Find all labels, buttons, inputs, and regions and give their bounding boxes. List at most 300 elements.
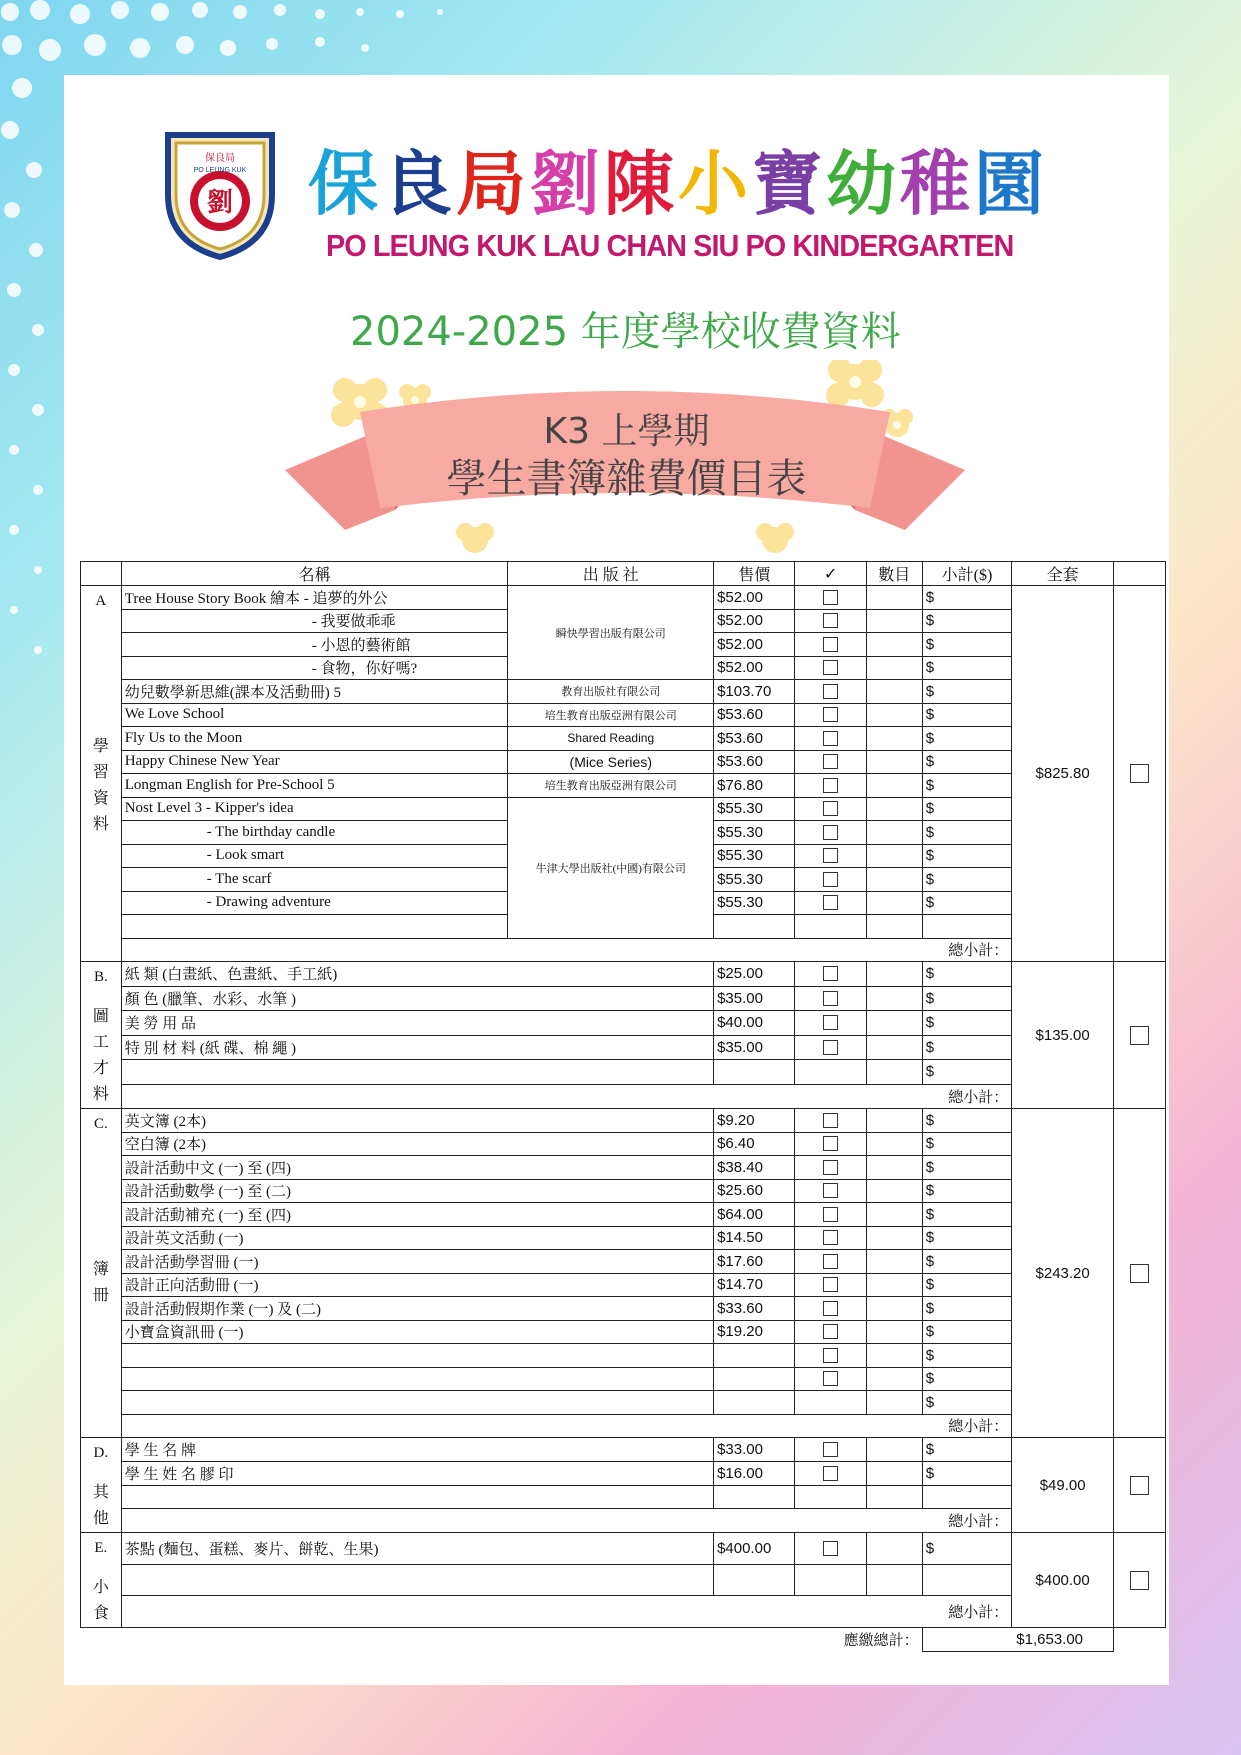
header-qty: 數目 [866,562,922,586]
item-price: $52.00 [714,656,795,680]
tick-cell [795,844,866,868]
item-price: $25.00 [714,962,795,987]
section-e [81,1533,1166,1628]
item-price: $14.70 [714,1273,795,1297]
item-name: 設計正向活動冊 (一) [121,1273,713,1297]
checkbox[interactable] [823,1442,838,1457]
publisher-cell [508,586,714,680]
item-name: 顏 色 (臘筆、水彩、水筆 ) [121,986,713,1011]
tick-cell [795,797,866,821]
qty-cell[interactable] [866,1132,922,1156]
section-name: 圖 工 才 料 [92,1008,109,1103]
tick-cell [795,1011,866,1036]
item-price: $17.60 [714,1250,795,1274]
tick-cell [795,1391,866,1415]
set-checkbox[interactable] [1130,1026,1149,1045]
subtotal-cell: $ [922,1132,1012,1156]
checkbox[interactable] [823,1466,838,1481]
qty-cell[interactable] [866,1226,922,1250]
subtotal-cell: $ [922,1273,1012,1297]
publisher-name: 牛津大學出版社(中國)有限公司 [535,862,686,875]
item-price: $52.00 [714,633,795,657]
checkbox[interactable] [823,991,838,1006]
header-price: 售價 [714,562,795,586]
publisher-name: 瞬快學習出版有限公司 [555,627,666,640]
qty-cell[interactable] [866,1156,922,1180]
tick-cell [795,1250,866,1274]
section-name: 其 他 [92,1484,109,1527]
qty-cell[interactable] [866,891,922,915]
subtotal-cell: $ [922,586,1012,610]
item-price: $55.30 [714,891,795,915]
tick-cell [795,1320,866,1344]
qty-cell[interactable] [866,821,922,845]
item-name: - Drawing adventure [121,891,508,915]
qty-cell[interactable] [866,703,922,727]
table-row [81,680,1166,704]
item-name: Fly Us to the Moon [121,727,508,751]
qty-cell[interactable] [866,680,922,704]
fee-table [80,561,1166,1652]
subtotal-cell: $ [922,962,1012,987]
table-row [81,1179,1166,1203]
tick-cell [795,1109,866,1133]
tick-cell [795,609,866,633]
qty-cell[interactable] [866,868,922,892]
table-row [81,1226,1166,1250]
qty-cell[interactable] [866,727,922,751]
tick-cell [795,1367,866,1391]
qty-cell[interactable] [866,1438,922,1462]
header-blank [81,562,122,586]
tick-cell [795,586,866,610]
publisher-name: 培生教育出版亞洲有限公司 [544,780,677,793]
qty-cell[interactable] [866,986,922,1011]
title-char: 園 [974,142,1048,225]
title-char: 寶 [752,142,826,225]
subtotal-cell: $ [922,1533,1012,1565]
item-price [714,915,795,939]
checkbox[interactable] [823,895,838,910]
table-row [81,1461,1166,1485]
subtotal-cell: $ [922,1060,1012,1085]
qty-cell[interactable] [866,1273,922,1297]
table-row [81,1367,1166,1391]
checkbox[interactable] [823,1230,838,1245]
tick-cell [795,1179,866,1203]
tick-cell [795,1156,866,1180]
subtotal-cell: $ [922,1297,1012,1321]
table-row [81,1391,1166,1415]
grand-total-value: $1,653.00 [922,1628,1113,1652]
item-name: Happy Chinese New Year [121,750,508,774]
qty-cell[interactable] [866,1564,922,1596]
qty-cell[interactable] [866,1533,922,1565]
checkbox[interactable] [823,1301,838,1316]
header-name: 名稱 [121,562,508,586]
checkbox[interactable] [823,637,838,652]
table-row [81,1060,1166,1085]
item-price: $55.30 [714,821,795,845]
set-checkbox-cell [1114,1109,1166,1438]
set-checkbox[interactable] [1130,1264,1149,1283]
publisher-name: (Mice Series) [569,753,652,770]
table-row [81,797,1166,821]
qty-cell[interactable] [866,1203,922,1227]
section-subtotal-label: 總小計： [121,1084,1012,1109]
item-price: $103.70 [714,680,795,704]
subtotal-cell: $ [922,1035,1012,1060]
tick-cell [795,915,866,939]
item-price: $19.20 [714,1320,795,1344]
item-price: $33.00 [714,1438,795,1462]
item-name: 設計活動中文 (一) 至 (四) [121,1156,713,1180]
subtotal-cell: $ [922,1367,1012,1391]
checkbox[interactable] [823,613,838,628]
subtotal-cell: $ [922,1203,1012,1227]
checkbox[interactable] [823,1348,838,1363]
title-char: 保 [308,142,382,225]
qty-cell[interactable] [866,797,922,821]
section-name: 學 習 資 料 [92,738,109,833]
section-tag: B. [93,969,108,985]
section-subtotal-label: 總小計： [121,1596,1012,1628]
checkbox[interactable] [823,684,838,699]
item-price: $14.50 [714,1226,795,1250]
publisher-name: 教育出版社有限公司 [561,686,661,699]
qty-cell[interactable] [866,1461,922,1485]
tick-cell [795,891,866,915]
item-name: 紙 類 (白畫紙、色畫紙、手工紙) [121,962,713,987]
tick-cell [795,750,866,774]
table-row [81,1203,1166,1227]
checkbox[interactable] [823,1136,838,1151]
checkbox[interactable] [823,848,838,863]
subtotal-cell: $ [922,1109,1012,1133]
qty-cell[interactable] [866,844,922,868]
item-price [714,1391,795,1415]
set-checkbox[interactable] [1130,1476,1149,1495]
table-row [81,1320,1166,1344]
subtotal-cell: $ [922,680,1012,704]
set-price: $243.20 [1012,1109,1114,1438]
item-price: $55.30 [714,797,795,821]
checkbox[interactable] [823,966,838,981]
subtotal-cell: $ [922,1156,1012,1180]
subtotal-cell: $ [922,821,1012,845]
subtotal-cell: $ [922,797,1012,821]
subtotal-cell: $ [922,1320,1012,1344]
item-price: $35.00 [714,986,795,1011]
checkbox[interactable] [823,778,838,793]
item-name: 學 生 姓 名 膠 印 [121,1461,713,1485]
item-name: - 我要做乖乖 [121,609,508,633]
qty-cell[interactable] [866,1485,922,1509]
set-checkbox[interactable] [1130,764,1149,783]
checkbox[interactable] [823,1113,838,1128]
publisher-cell [508,727,714,751]
tick-cell [795,821,866,845]
checkbox[interactable] [823,801,838,816]
header-set: 全套 [1012,562,1114,586]
subtotal-cell: $ [922,1011,1012,1036]
qty-cell[interactable] [866,915,922,939]
subtotal-cell: $ [922,609,1012,633]
section-tag: E. [94,1540,108,1556]
subtotal-cell: $ [922,633,1012,657]
item-name [121,915,508,939]
checkbox[interactable] [823,1207,838,1222]
qty-cell[interactable] [866,1320,922,1344]
qty-cell[interactable] [866,633,922,657]
grand-total-label: 應繳總計： [81,1628,923,1652]
set-checkbox[interactable] [1130,1571,1149,1590]
subtotal-cell: $ [922,1438,1012,1462]
item-price: $6.40 [714,1132,795,1156]
set-checkbox-cell [1114,1438,1166,1533]
item-name: 設計活動假期作業 (一) 及 (二) [121,1297,713,1321]
qty-cell[interactable] [866,1179,922,1203]
checkbox[interactable] [823,1183,838,1198]
checkbox[interactable] [823,872,838,887]
qty-cell[interactable] [866,1035,922,1060]
item-name: Longman English for Pre-School 5 [121,774,508,798]
item-price [714,1564,795,1596]
tick-cell [795,633,866,657]
item-price [714,1485,795,1509]
publisher-cell [508,797,714,938]
title-char: 小 [678,142,752,225]
table-row [81,750,1166,774]
tick-cell [795,774,866,798]
subtotal-cell: $ [922,750,1012,774]
table-row [81,1109,1166,1133]
set-price: $49.00 [1012,1438,1114,1533]
qty-cell[interactable] [866,1250,922,1274]
item-price: $53.60 [714,750,795,774]
qty-cell[interactable] [866,1297,922,1321]
item-name: 空白簿 (2本) [121,1132,713,1156]
item-price: $53.60 [714,703,795,727]
set-price: $135.00 [1012,962,1114,1109]
tick-cell [795,1035,866,1060]
qty-cell[interactable] [866,774,922,798]
item-name [121,1391,713,1415]
item-name: 學 生 名 牌 [121,1438,713,1462]
item-name [121,1564,713,1596]
table-row [81,774,1166,798]
item-name: 特 別 材 料 (紙 碟、棉 繩 ) [121,1035,713,1060]
tick-cell [795,1461,866,1485]
svg-text:保良局: 保良局 [205,153,235,164]
qty-cell[interactable] [866,609,922,633]
tick-cell [795,1203,866,1227]
tick-cell [795,1485,866,1509]
publisher-name: Shared Reading [567,731,655,746]
table-row [81,1273,1166,1297]
item-price: $55.30 [714,868,795,892]
subtotal-cell [922,915,1012,939]
checkbox[interactable] [823,1277,838,1292]
tick-cell [795,1060,866,1085]
checkbox[interactable] [823,1160,838,1175]
table-row [81,727,1166,751]
subtotal-cell: $ [922,656,1012,680]
item-name [121,1485,713,1509]
publisher-cell [508,774,714,798]
tick-cell [795,656,866,680]
table-row [81,962,1166,987]
item-name: - Look smart [121,844,508,868]
table-row [81,1035,1166,1060]
section-tag: A [95,593,107,609]
tick-cell [795,727,866,751]
set-checkbox-cell [1114,586,1166,962]
subtotal-row [81,1596,1166,1628]
subtotal-cell [922,1564,1012,1596]
checkbox[interactable] [823,590,838,605]
item-price [714,1344,795,1368]
checkbox[interactable] [823,1015,838,1030]
subtotal-cell: $ [922,868,1012,892]
qty-cell[interactable] [866,1109,922,1133]
item-name: 幼兒數學新思維(課本及活動冊) 5 [121,680,508,704]
item-name: Tree House Story Book 繪本 - 追夢的外公 [121,586,508,610]
table-row [81,703,1166,727]
subtotal-cell: $ [922,844,1012,868]
set-price: $400.00 [1012,1533,1114,1628]
section-a [81,586,1166,962]
item-name [121,1344,713,1368]
section-c [81,1109,1166,1438]
tick-cell [795,986,866,1011]
subtotal-cell: $ [922,727,1012,751]
item-name: 美 勞 用 品 [121,1011,713,1036]
item-price [714,1060,795,1085]
item-price: $52.00 [714,586,795,610]
subtotal-row [81,1084,1166,1109]
ribbon-title-line2: 學生書簿雜費價目表 [446,456,807,502]
title-char: 局 [456,142,530,225]
checkbox[interactable] [823,825,838,840]
title-char: 幼 [826,142,900,225]
section-subtotal-label: 總小計： [121,1509,1012,1533]
item-name: 小寶盒資訊冊 (一) [121,1320,713,1344]
checkbox[interactable] [823,1254,838,1269]
qty-cell[interactable] [866,1060,922,1085]
section-b [81,962,1166,1109]
item-price: $40.00 [714,1011,795,1036]
tick-cell [795,1564,866,1596]
tick-cell [795,1273,866,1297]
qty-cell[interactable] [866,1344,922,1368]
section-subtotal-label: 總小計： [121,1414,1012,1438]
item-price: $35.00 [714,1035,795,1060]
header-set-checkbox [1114,562,1166,586]
item-name: - 食物，你好嗎? [121,656,508,680]
table-row [81,1297,1166,1321]
item-name: 茶點 (麵包、蛋糕、麥片、餅乾、生果) [121,1533,713,1565]
publisher-cell [508,703,714,727]
table-row [81,1011,1166,1036]
qty-cell[interactable] [866,586,922,610]
tick-cell [795,1297,866,1321]
tick-cell [795,1226,866,1250]
section-label [81,1533,122,1628]
subtotal-cell [922,1485,1012,1509]
subtotal-cell: $ [922,1461,1012,1485]
checkbox[interactable] [823,660,838,675]
checkbox[interactable] [823,1541,838,1556]
checkbox[interactable] [823,707,838,722]
item-name: 設計英文活動 (一) [121,1226,713,1250]
qty-cell[interactable] [866,656,922,680]
item-name: - The scarf [121,868,508,892]
table-row [81,1564,1166,1596]
table-row [81,1438,1166,1462]
qty-cell[interactable] [866,1391,922,1415]
item-name: 設計活動補充 (一) 至 (四) [121,1203,713,1227]
tick-cell [795,868,866,892]
item-price: $9.20 [714,1109,795,1133]
checkbox[interactable] [823,754,838,769]
checkbox[interactable] [823,1040,838,1055]
svg-text:PO LEUNG KUK: PO LEUNG KUK [193,167,247,174]
grand-total-row [81,1628,1166,1652]
school-logo [158,125,282,260]
qty-cell[interactable] [866,962,922,987]
subtotal-cell: $ [922,703,1012,727]
checkbox[interactable] [823,1371,838,1386]
header-subtotal: 小計($) [922,562,1012,586]
qty-cell[interactable] [866,1011,922,1036]
item-name: 設計活動學習冊 (一) [121,1250,713,1274]
subtotal-cell: $ [922,1391,1012,1415]
section-tag: D. [93,1445,109,1461]
checkbox[interactable] [823,1324,838,1339]
header-publisher: 出 版 社 [508,562,714,586]
table-row [81,1156,1166,1180]
section-tag: C. [93,1116,108,1132]
item-price [714,1367,795,1391]
table-header-row [81,562,1166,586]
item-name [121,1367,713,1391]
item-price: $33.60 [714,1297,795,1321]
item-name: We Love School [121,703,508,727]
item-price: $38.40 [714,1156,795,1180]
table-row [81,1132,1166,1156]
item-name: 英文簿 (2本) [121,1109,713,1133]
item-price: $25.60 [714,1179,795,1203]
qty-cell[interactable] [866,1367,922,1391]
item-name: Nost Level 3 - Kipper's idea [121,797,508,821]
title-char: 陳 [604,142,678,225]
table-row [81,1250,1166,1274]
subtotal-cell: $ [922,774,1012,798]
item-name: - 小恩的藝術館 [121,633,508,657]
subtotal-row [81,1509,1166,1533]
item-price: $52.00 [714,609,795,633]
qty-cell[interactable] [866,750,922,774]
table-row [81,586,1166,610]
header-tick: ✓ [795,562,866,586]
tick-cell [795,680,866,704]
checkbox[interactable] [823,731,838,746]
set-checkbox-cell [1114,1533,1166,1628]
tick-cell [795,703,866,727]
tick-cell [795,1132,866,1156]
item-price: $16.00 [714,1461,795,1485]
